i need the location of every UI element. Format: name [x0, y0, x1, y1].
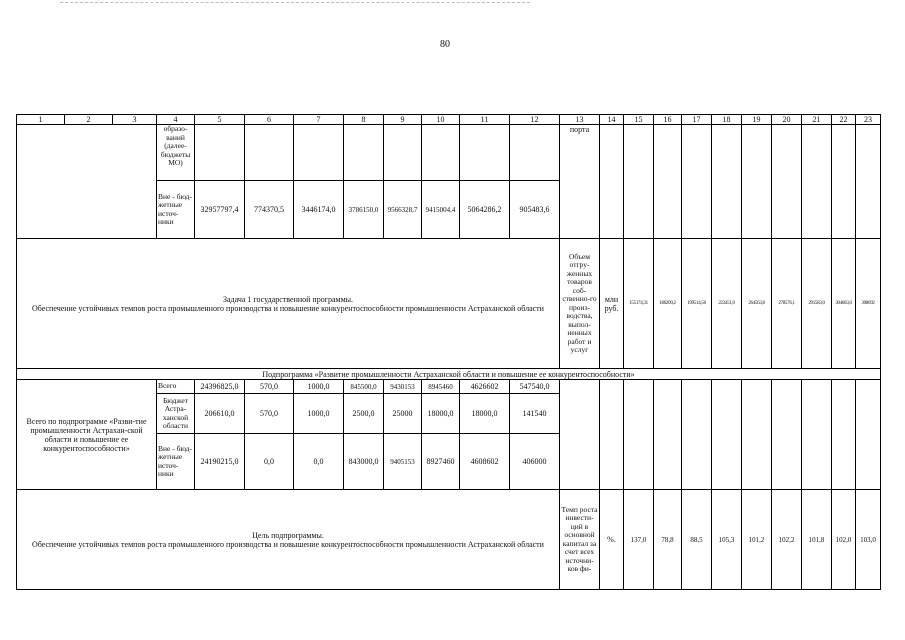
empty-cell — [802, 125, 832, 239]
empty-cell — [624, 380, 654, 490]
value-cell: 25000 — [384, 394, 422, 434]
col-num: 12 — [510, 115, 560, 125]
value-cell: 102,0 — [832, 490, 856, 590]
value-cell: 18000,0 — [422, 394, 460, 434]
indicator-cell: Темп роста инвести-ций в основной капитал за счет всех источни-ков фи- — [560, 490, 600, 590]
empty-cell — [510, 125, 560, 181]
value-cell: 8927460 — [422, 434, 460, 490]
empty-cell — [682, 125, 712, 239]
value-cell: 547540,0 — [510, 380, 560, 394]
empty-cell — [856, 125, 881, 239]
col-num: 7 — [294, 115, 344, 125]
value-cell: 291583,0 — [802, 239, 832, 369]
col-num: 3 — [113, 115, 157, 125]
col-num: 6 — [245, 115, 294, 125]
col-num: 11 — [460, 115, 510, 125]
value-cell: 32957797,4 — [195, 181, 245, 239]
empty-cell — [832, 380, 856, 490]
value-cell: 5064286,2 — [460, 181, 510, 239]
value-cell: 264563,8 — [742, 239, 772, 369]
col-num: 19 — [742, 115, 772, 125]
col-num: 21 — [802, 115, 832, 125]
value-cell: 845500,0 — [344, 380, 384, 394]
task-title-line2: Обеспечение устойчивых темпов роста промышленного производства и повышение конкурентоспособности промышленности Астраханской области — [32, 303, 544, 313]
table-row — [17, 380, 881, 394]
value-cell: 24396825,0 — [195, 380, 245, 394]
value-cell: 199514,56 — [682, 239, 712, 369]
value-cell: 223451,0 — [712, 239, 742, 369]
value-cell: 1000,0 — [294, 380, 344, 394]
empty-cell — [422, 125, 460, 181]
value-cell: 3786150,0 — [344, 181, 384, 239]
empty-cell — [712, 380, 742, 490]
value-cell: 8945460 — [422, 380, 460, 394]
value-cell: 0,0 — [245, 434, 294, 490]
value-cell: 9430153 — [384, 380, 422, 394]
col-num: 8 — [344, 115, 384, 125]
empty-cell — [17, 125, 157, 239]
value-cell: 24190215,0 — [195, 434, 245, 490]
col-num: 4 — [157, 115, 195, 125]
value-cell: 9415004,4 — [422, 181, 460, 239]
empty-cell — [742, 380, 772, 490]
value-cell: 9566328,7 — [384, 181, 422, 239]
empty-cell — [682, 380, 712, 490]
empty-cell — [460, 125, 510, 181]
empty-cell — [742, 125, 772, 239]
empty-cell — [560, 380, 600, 490]
value-cell: 2500,0 — [344, 394, 384, 434]
value-cell: 905483,6 — [510, 181, 560, 239]
task-row — [17, 239, 881, 369]
col-num: 5 — [195, 115, 245, 125]
goal-title-line1: Цель подпрограммы. — [252, 530, 324, 540]
col-num: 16 — [654, 115, 682, 125]
value-cell: 206610,0 — [195, 394, 245, 434]
empty-cell — [294, 125, 344, 181]
value-cell: 570,0 — [245, 394, 294, 434]
col-num: 17 — [682, 115, 712, 125]
value-cell: 3446174,0 — [294, 181, 344, 239]
value-cell: 141540 — [510, 394, 560, 434]
value-cell: 105,3 — [712, 490, 742, 590]
empty-cell — [600, 380, 624, 490]
value-cell: 4608602 — [460, 434, 510, 490]
empty-cell — [384, 125, 422, 181]
top-rule — [60, 2, 530, 4]
value-cell: 570,0 — [245, 380, 294, 394]
unit-cell: %. — [600, 490, 624, 590]
col-num: 13 — [560, 115, 600, 125]
funding-source: Всего — [157, 380, 195, 394]
empty-cell — [772, 125, 802, 239]
col-num: 9 — [384, 115, 422, 125]
value-cell: 308692 — [856, 239, 881, 369]
funding-source: Вне - бюд-жетные источ-ники — [157, 434, 195, 490]
task-title — [17, 239, 560, 369]
empty-cell — [772, 380, 802, 490]
value-cell: 18000,0 — [460, 394, 510, 434]
indicator-cell: порта — [560, 125, 600, 239]
goal-title — [17, 490, 560, 590]
subprogram-row — [17, 369, 881, 380]
page-number: 80 — [440, 39, 450, 50]
funding-source: образо-ваний (далее-бюджеты МО) — [157, 125, 195, 181]
col-num: 20 — [772, 115, 802, 125]
subprogram-title: Подпрограмма «Развитие промышленности Астраханской области и повышение ее конкурентоспособности» — [17, 369, 881, 380]
value-cell: 137,0 — [624, 490, 654, 590]
funding-source: Вне - бюд-жетные источ-ники — [157, 181, 195, 239]
col-num: 18 — [712, 115, 742, 125]
value-cell: 78,8 — [654, 490, 682, 590]
program-table — [16, 114, 881, 590]
empty-cell — [245, 125, 294, 181]
value-cell: 88,5 — [682, 490, 712, 590]
col-num: 1 — [17, 115, 65, 125]
value-cell: 406000 — [510, 434, 560, 490]
col-num: 15 — [624, 115, 654, 125]
table-row — [17, 125, 881, 181]
column-number-row — [17, 115, 881, 125]
value-cell: 304683,0 — [832, 239, 856, 369]
col-num: 2 — [65, 115, 113, 125]
empty-cell — [802, 380, 832, 490]
col-num: 10 — [422, 115, 460, 125]
value-cell: 186209,2 — [654, 239, 682, 369]
value-cell: 278576,1 — [772, 239, 802, 369]
task-title-line1: Задача 1 государственной программы. — [222, 294, 354, 304]
funding-source: Бюджет Астра-ханской области — [157, 394, 195, 434]
goal-row — [17, 490, 881, 590]
value-cell: 101,2 — [742, 490, 772, 590]
value-cell: 1000,0 — [294, 394, 344, 434]
unit-cell: млн руб. — [600, 239, 624, 369]
col-num: 22 — [832, 115, 856, 125]
col-num: 14 — [600, 115, 624, 125]
empty-cell — [712, 125, 742, 239]
empty-cell — [600, 125, 624, 239]
value-cell: 774370,5 — [245, 181, 294, 239]
value-cell: 103,0 — [856, 490, 881, 590]
empty-cell — [624, 125, 654, 239]
value-cell: 101,8 — [802, 490, 832, 590]
empty-cell — [654, 125, 682, 239]
goal-title-line2: Обеспечение устойчивых темпов роста промышленного производства и повышение конкурентоспособности промышленности Астраханской области — [32, 539, 544, 549]
col-num: 23 — [856, 115, 881, 125]
empty-cell — [654, 380, 682, 490]
empty-cell — [195, 125, 245, 181]
empty-cell — [856, 380, 881, 490]
value-cell: 9405153 — [384, 434, 422, 490]
value-cell: 4626602 — [460, 380, 510, 394]
empty-cell — [832, 125, 856, 239]
indicator-cell: Объем отгру-женных товаров соб-ственно-го произ-водства, выпол-ненных работ и услуг — [560, 239, 600, 369]
value-cell: 102,2 — [772, 490, 802, 590]
value-cell: 0,0 — [294, 434, 344, 490]
value-cell: 843000,0 — [344, 434, 384, 490]
value-cell: 155174,31 — [624, 239, 654, 369]
subprogram-label: Всего по подпрограмме «Разви-тие промышленности Астрахан-ской области и повышение ее конкурентоспособности» — [17, 380, 157, 490]
empty-cell — [344, 125, 384, 181]
